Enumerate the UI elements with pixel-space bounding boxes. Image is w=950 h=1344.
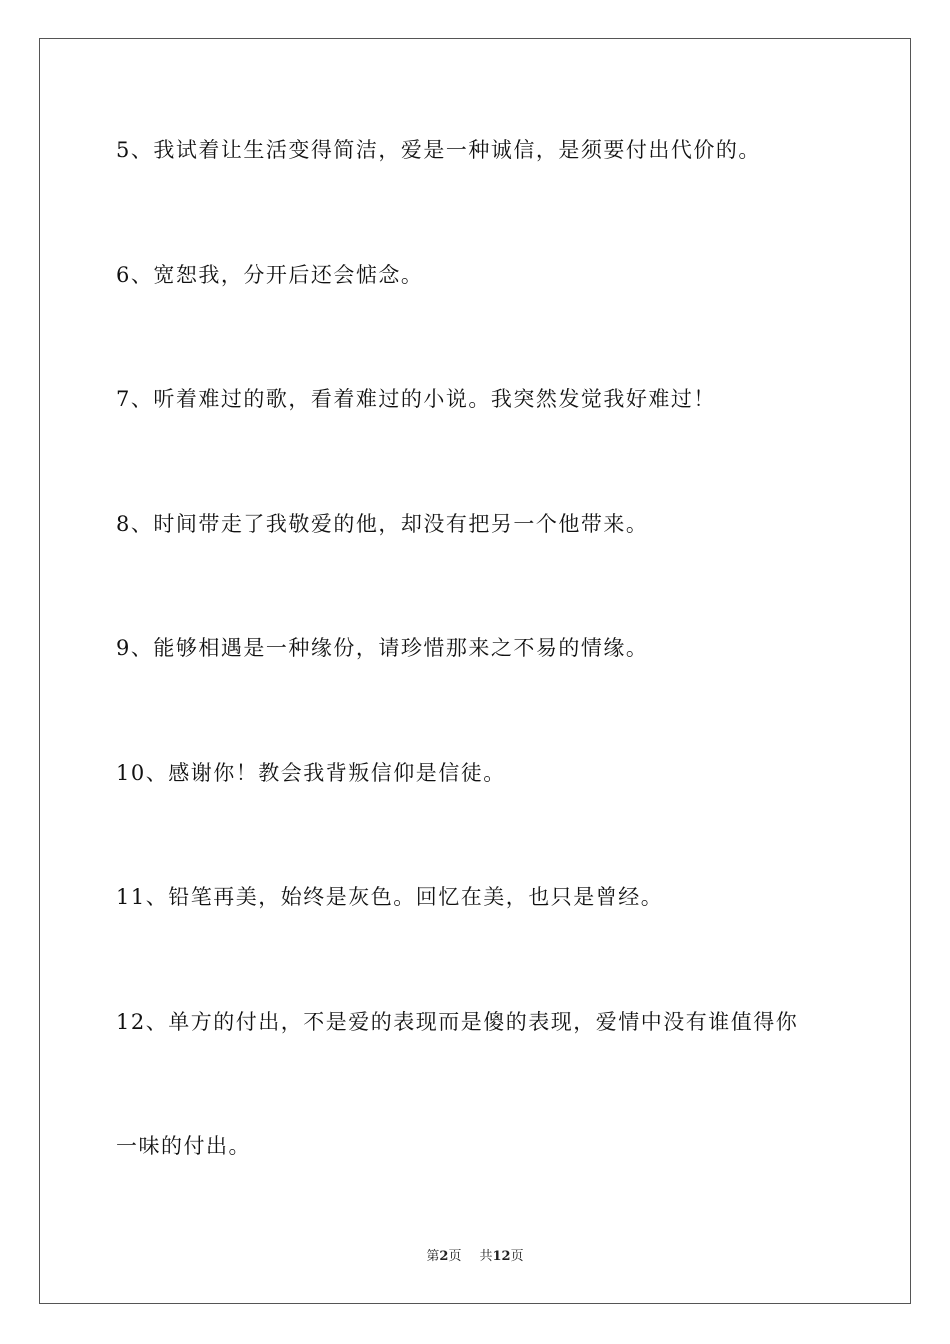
footer-total-suffix: 页 [510, 1249, 524, 1264]
footer-page-prefix: 第 [426, 1249, 440, 1264]
text-line-11: 11、铅笔再美，始终是灰色。回忆在美，也只是曾经。 [116, 885, 664, 909]
footer-page-suffix: 页 [448, 1249, 462, 1264]
page-border [39, 38, 911, 1304]
text-line-9: 9、能够相遇是一种缘份，请珍惜那来之不易的情缘。 [116, 636, 649, 660]
page-footer [0, 1248, 950, 1266]
footer-total-pages: 12 [492, 1249, 511, 1264]
footer-page-number: 2 [439, 1249, 449, 1264]
text-line-5: 5、我试着让生活变得简洁，爱是一种诚信，是须要付出代价的。 [116, 138, 761, 162]
text-line-12-continued: 一味的付出。 [116, 1134, 251, 1158]
text-line-12: 12、单方的付出，不是爱的表现而是傻的表现，爱情中没有谁值得你 [116, 1010, 799, 1034]
text-line-10: 10、感谢你！教会我背叛信仰是信徒。 [116, 761, 506, 785]
footer-total-prefix: 共 [479, 1249, 493, 1264]
text-line-7: 7、听着难过的歌，看着难过的小说。我突然发觉我好难过！ [116, 387, 716, 411]
text-line-8: 8、时间带走了我敬爱的他，却没有把另一个他带来。 [116, 512, 649, 536]
text-line-6: 6、宽恕我，分开后还会惦念。 [116, 263, 424, 287]
